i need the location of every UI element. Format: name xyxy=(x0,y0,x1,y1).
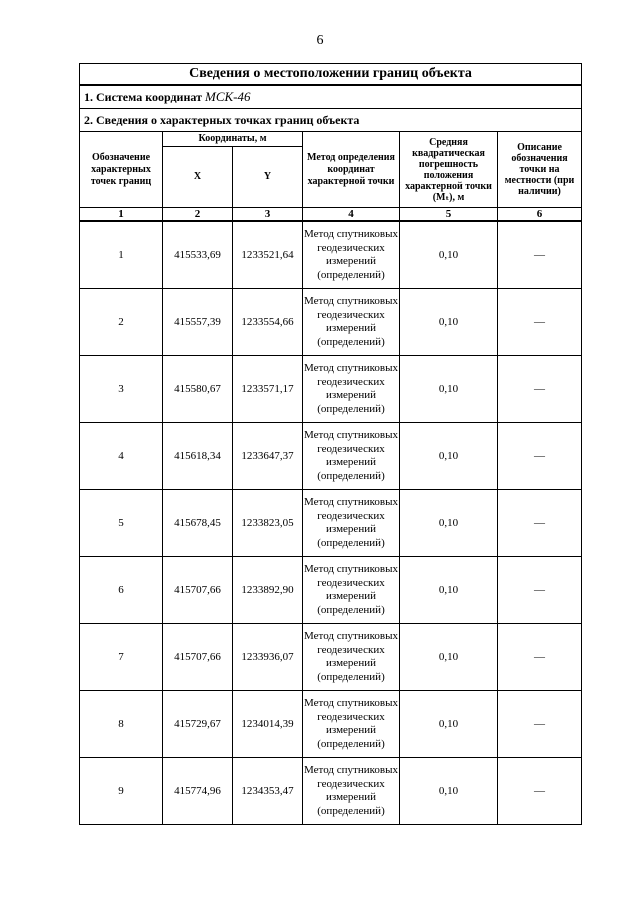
method-cell: Метод спутниковых геодезических измерений (определений) xyxy=(303,624,400,691)
point-number: 4 xyxy=(80,423,163,490)
coordinate-y: 1233521,64 xyxy=(233,221,303,289)
point-number: 2 xyxy=(80,289,163,356)
coordinate-y: 1233571,17 xyxy=(233,356,303,423)
method-cell: Метод спутниковых геодезических измерений (определений) xyxy=(303,758,400,825)
coordinate-system-value: МСК-46 xyxy=(204,89,251,104)
method-cell: Метод спутниковых геодезических измерений (определений) xyxy=(303,221,400,289)
point-number: 5 xyxy=(80,490,163,557)
table-row xyxy=(80,557,582,624)
point-number: 6 xyxy=(80,557,163,624)
coordinate-x: 415707,66 xyxy=(163,557,233,624)
accuracy-cell: 0,10 xyxy=(400,490,498,557)
accuracy-cell: 0,10 xyxy=(400,557,498,624)
description-cell: — xyxy=(498,289,582,356)
header-x: X xyxy=(163,147,233,208)
coordinate-x: 415580,67 xyxy=(163,356,233,423)
header-y: Y xyxy=(233,147,303,208)
description-cell: — xyxy=(498,221,582,289)
column-number: 6 xyxy=(498,208,582,222)
accuracy-cell: 0,10 xyxy=(400,624,498,691)
column-number: 2 xyxy=(163,208,233,222)
coordinate-x: 415774,96 xyxy=(163,758,233,825)
description-cell: — xyxy=(498,423,582,490)
coordinate-x: 415557,39 xyxy=(163,289,233,356)
coordinate-system-label: 1. Система координат xyxy=(84,90,205,104)
table-row xyxy=(80,691,582,758)
table-row xyxy=(80,221,582,289)
coordinate-y: 1233647,37 xyxy=(233,423,303,490)
point-number: 1 xyxy=(80,221,163,289)
description-cell: — xyxy=(498,557,582,624)
point-number: 3 xyxy=(80,356,163,423)
column-number: 4 xyxy=(303,208,400,222)
header-accuracy: Средняя квадратическая погрешность положения характерной точки (Mₜ), м xyxy=(400,132,498,208)
header-description: Описание обозначения точки на местности (при наличии) xyxy=(498,132,582,208)
table-row xyxy=(80,758,582,825)
column-number: 5 xyxy=(400,208,498,222)
table-row xyxy=(80,624,582,691)
coordinate-y: 1233936,07 xyxy=(233,624,303,691)
accuracy-cell: 0,10 xyxy=(400,221,498,289)
accuracy-cell: 0,10 xyxy=(400,289,498,356)
method-cell: Метод спутниковых геодезических измерений (определений) xyxy=(303,356,400,423)
accuracy-cell: 0,10 xyxy=(400,758,498,825)
coordinate-y: 1234353,47 xyxy=(233,758,303,825)
coordinate-y: 1233823,05 xyxy=(233,490,303,557)
method-cell: Метод спутниковых геодезических измерений (определений) xyxy=(303,557,400,624)
boundary-points-table xyxy=(79,63,582,825)
method-cell: Метод спутниковых геодезических измерений (определений) xyxy=(303,691,400,758)
description-cell: — xyxy=(498,691,582,758)
header-coordinates: Координаты, м xyxy=(163,132,303,147)
table-row xyxy=(80,356,582,423)
method-cell: Метод спутниковых геодезических измерений (определений) xyxy=(303,490,400,557)
accuracy-cell: 0,10 xyxy=(400,691,498,758)
document-title: Сведения о местоположении границ объекта xyxy=(80,64,582,86)
accuracy-cell: 0,10 xyxy=(400,423,498,490)
coordinate-x: 415707,66 xyxy=(163,624,233,691)
table-row xyxy=(80,423,582,490)
column-number: 3 xyxy=(233,208,303,222)
point-number: 9 xyxy=(80,758,163,825)
coordinate-y: 1233892,90 xyxy=(233,557,303,624)
accuracy-cell: 0,10 xyxy=(400,356,498,423)
point-number: 8 xyxy=(80,691,163,758)
page-number: 6 xyxy=(316,33,324,48)
point-number: 7 xyxy=(80,624,163,691)
description-cell: — xyxy=(498,624,582,691)
header-method: Метод определения координат характерной точки xyxy=(303,132,400,208)
coordinate-x: 415729,67 xyxy=(163,691,233,758)
method-cell: Метод спутниковых геодезических измерений (определений) xyxy=(303,289,400,356)
table-row xyxy=(80,289,582,356)
coordinate-y: 1233554,66 xyxy=(233,289,303,356)
coordinate-system-row xyxy=(80,85,582,109)
description-cell: — xyxy=(498,356,582,423)
description-cell: — xyxy=(498,490,582,557)
coordinate-x: 415678,45 xyxy=(163,490,233,557)
column-number-row xyxy=(80,208,582,222)
description-cell: — xyxy=(498,758,582,825)
header-point-designation: Обозначение характерных точек границ xyxy=(80,132,163,208)
coordinate-x: 415618,34 xyxy=(163,423,233,490)
coordinate-x: 415533,69 xyxy=(163,221,233,289)
method-cell: Метод спутниковых геодезических измерений (определений) xyxy=(303,423,400,490)
coordinate-y: 1234014,39 xyxy=(233,691,303,758)
table-row xyxy=(80,490,582,557)
section-heading: 2. Сведения о характерных точках границ объекта xyxy=(80,109,582,132)
column-number: 1 xyxy=(80,208,163,222)
